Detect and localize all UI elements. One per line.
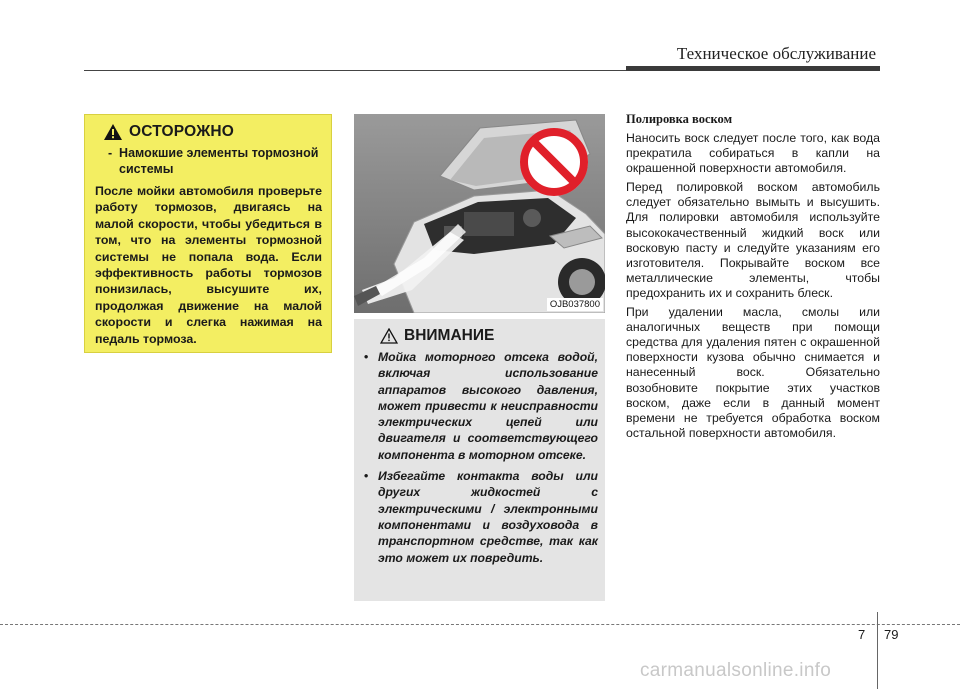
watermark: carmanualsonline.info [640,660,832,681]
page-header-title: Техническое обслуживание [676,44,876,63]
polishing-section [626,112,880,445]
figure-code: OJB037800 [547,298,603,311]
notice-item-text: Избегайте контакта воды или других жидкостей с электрическими / электронными компонентами и воздуховода в транспортном средстве, так как это может их повредить. [378,469,598,565]
paragraph: При удалении масла, смолы или аналогичных веществ при помощи средства для удаления пятен с окрашенной поверхности кузова обычно снимается и нанесенный воск. Обязательно возобновите покрытие этих участков воском, даже если в данный момент времени не требуется обработка воском остальной поверхности автомобиля. [626,305,880,440]
section-heading: Полировка воском [626,112,733,126]
chapter-number: 7 [858,627,866,642]
page-number: 79 [884,627,899,642]
warning-triangle-icon [103,123,123,141]
paragraph: Перед полировкой воском автомобиль следует обязательно вымыть и высушить. Для полировки автомобиля используйте высококачественный жидкий воск или восковую пасту и следуйте указаниям его изготовителя. Покрывайте воском все металлические элементы, чтобы предохранить их и сохранить блеск. [626,180,880,300]
notice-item-text: Мойка моторного отсека водой, включая использование аппаратов высокого давления, может привести к неисправности электрических цепей или двигателя и соответствующего компонента в моторном отсеке. [378,350,598,462]
caution-box [84,114,332,353]
notice-list [364,349,598,566]
engine-washing-photo [354,114,605,313]
notice-title: ВНИМАНИЕ [404,327,495,344]
caution-body: После мойки автомобиля проверьте работу тормозов, двигаясь на малой скорости, чтобы убедиться в том, что на элементы тормозной системы не попала вода. Если эффективность работы тормозов понизилась, высушите их, продолжая движение на малой скорости и слегка нажимая на педаль тормоза. [95,184,322,346]
list-item [364,349,598,463]
footer-rule [0,624,960,625]
bullet: • [364,350,369,364]
warning-outline-icon [380,328,398,344]
caution-subtitle: Намокшие элементы тормозной системы [119,146,319,176]
paragraph: Наносить воск следует после того, как вода прекратила собираться в капли на окрашенной поверхности автомобиля. [626,131,880,176]
car-engine-illustration [354,114,605,313]
footer-divider [877,612,878,689]
caution-dash: - [108,146,113,160]
notice-box [354,319,605,601]
header-rule-accent [626,66,880,71]
list-item [364,468,598,566]
bullet: • [364,469,369,484]
caution-title: ОСТОРОЖНО [129,123,235,140]
